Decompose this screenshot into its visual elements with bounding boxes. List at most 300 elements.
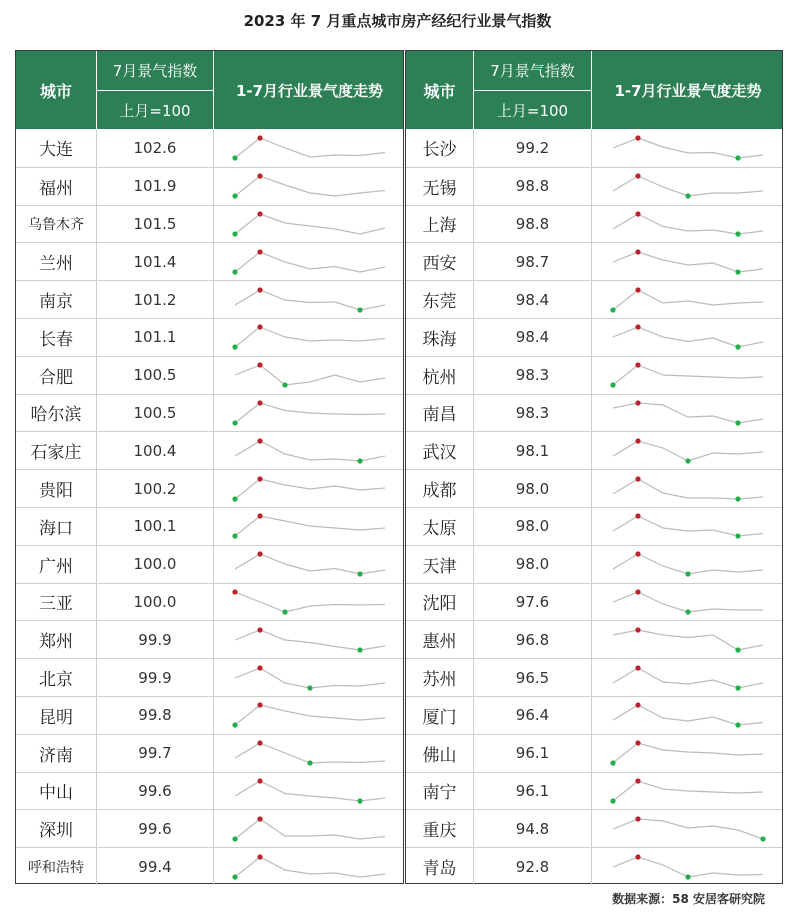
sparkline-svg	[225, 776, 395, 806]
header-trend: 1-7月行业景气度走势	[235, 81, 384, 100]
trend-sparkline	[592, 659, 784, 696]
table-row	[406, 809, 782, 847]
index-value: 98.3	[474, 357, 592, 394]
sparkline-max-point	[635, 627, 640, 632]
trend-sparkline	[592, 357, 784, 394]
sparkline-max-point	[257, 476, 262, 481]
sparkline-line	[235, 403, 385, 423]
sparkline-min-point	[232, 231, 237, 236]
sparkline-svg	[603, 209, 773, 239]
table-row	[406, 620, 782, 658]
sparkline-svg	[603, 587, 773, 617]
sparkline-min-point	[685, 609, 690, 614]
table-row	[16, 545, 403, 583]
city-name: 昆明	[16, 697, 97, 734]
trend-sparkline	[592, 848, 784, 885]
city-name: 中山	[16, 773, 97, 810]
sparkline-min-point	[610, 761, 615, 766]
index-value: 100.0	[97, 546, 214, 583]
trend-sparkline	[214, 621, 405, 658]
index-value: 99.6	[97, 773, 214, 810]
sparkline-min-point	[735, 420, 740, 425]
sparkline-line	[235, 554, 385, 574]
sparkline-svg	[603, 625, 773, 655]
sparkline-svg	[603, 474, 773, 504]
index-value: 97.6	[474, 584, 592, 621]
sparkline-svg	[225, 209, 395, 239]
sparkline-svg	[225, 360, 395, 390]
trend-sparkline	[214, 546, 405, 583]
sparkline-line	[235, 214, 385, 234]
trend-sparkline	[592, 470, 784, 507]
sparkline-min-point	[610, 383, 615, 388]
table-row	[406, 696, 782, 734]
table-row	[16, 658, 403, 696]
sparkline-min-point	[735, 534, 740, 539]
left-table-header	[16, 51, 403, 129]
sparkline-line	[235, 705, 385, 725]
table-row	[406, 545, 782, 583]
sparkline-svg	[225, 436, 395, 466]
left-table-rows	[16, 129, 403, 885]
city-name: 北京	[16, 659, 97, 696]
header-city: 城市	[16, 51, 97, 129]
sparkline-line	[613, 781, 763, 801]
sparkline-max-point	[635, 438, 640, 443]
table-row	[406, 242, 782, 280]
trend-sparkline	[592, 432, 784, 469]
trend-sparkline	[214, 432, 405, 469]
table-row	[406, 847, 782, 885]
city-name: 太原	[406, 508, 474, 545]
trend-sparkline	[592, 697, 784, 734]
city-name: 无锡	[406, 168, 474, 205]
trend-sparkline	[592, 395, 784, 432]
sparkline-max-point	[257, 778, 262, 783]
city-name: 长春	[16, 319, 97, 356]
trend-sparkline	[214, 470, 405, 507]
city-name: 沈阳	[406, 584, 474, 621]
index-value: 98.0	[474, 470, 592, 507]
sparkline-line	[235, 479, 385, 499]
trend-sparkline	[214, 129, 405, 167]
sparkline-svg	[225, 398, 395, 428]
data-source: 数据来源：58 安居客研究院	[612, 892, 765, 906]
sparkline-line	[235, 138, 385, 158]
table-row	[406, 583, 782, 621]
city-name: 合肥	[16, 357, 97, 394]
trend-sparkline	[214, 168, 405, 205]
city-name: 厦门	[406, 697, 474, 734]
sparkline-svg	[603, 776, 773, 806]
sparkline-line	[613, 516, 763, 536]
sparkline-svg	[603, 360, 773, 390]
sparkline-max-point	[635, 665, 640, 670]
sparkline-min-point	[760, 836, 765, 841]
index-value: 99.8	[97, 697, 214, 734]
sparkline-svg	[225, 474, 395, 504]
index-value: 98.1	[474, 432, 592, 469]
sparkline-max-point	[635, 589, 640, 594]
city-name: 上海	[406, 206, 474, 243]
sparkline-svg	[225, 171, 395, 201]
city-name: 福州	[16, 168, 97, 205]
sparkline-line	[235, 781, 385, 801]
sparkline-svg	[603, 549, 773, 579]
trend-sparkline	[214, 508, 405, 545]
sparkline-max-point	[257, 741, 262, 746]
sparkline-max-point	[257, 211, 262, 216]
sparkline-min-point	[735, 723, 740, 728]
sparkline-max-point	[257, 249, 262, 254]
sparkline-max-point	[635, 514, 640, 519]
index-value: 94.8	[474, 810, 592, 847]
trend-sparkline	[214, 319, 405, 356]
table-row	[16, 280, 403, 318]
index-value: 99.7	[97, 735, 214, 772]
index-value: 101.4	[97, 243, 214, 280]
header-index	[97, 51, 214, 129]
city-name: 海口	[16, 508, 97, 545]
sparkline-max-point	[635, 325, 640, 330]
index-value: 98.4	[474, 281, 592, 318]
sparkline-min-point	[357, 647, 362, 652]
header-index-base: 上月=100	[119, 101, 191, 120]
sparkline-min-point	[735, 269, 740, 274]
table-row	[16, 356, 403, 394]
header-index-base: 上月=100	[496, 101, 569, 120]
sparkline-max-point	[635, 552, 640, 557]
index-value: 100.5	[97, 395, 214, 432]
sparkline-max-point	[635, 211, 640, 216]
sparkline-svg	[603, 171, 773, 201]
sparkline-line	[613, 630, 763, 650]
city-name: 西安	[406, 243, 474, 280]
sparkline-max-point	[257, 135, 262, 140]
sparkline-svg	[603, 511, 773, 541]
sparkline-line	[613, 327, 763, 347]
sparkline-min-point	[232, 155, 237, 160]
index-value: 96.5	[474, 659, 592, 696]
index-value: 100.4	[97, 432, 214, 469]
table-row	[16, 242, 403, 280]
city-name: 南昌	[406, 395, 474, 432]
sparkline-line	[613, 857, 763, 877]
table-row	[16, 318, 403, 356]
sparkline-line	[613, 668, 763, 688]
sparkline-max-point	[635, 363, 640, 368]
sparkline-svg	[603, 814, 773, 844]
sparkline-max-point	[257, 816, 262, 821]
sparkline-min-point	[735, 496, 740, 501]
sparkline-svg	[603, 133, 773, 163]
sparkline-line	[235, 327, 385, 347]
sparkline-min-point	[232, 723, 237, 728]
city-name: 佛山	[406, 735, 474, 772]
city-name: 青岛	[406, 848, 474, 885]
trend-sparkline	[592, 735, 784, 772]
sparkline-max-point	[257, 627, 262, 632]
trend-sparkline	[214, 810, 405, 847]
sparkline-min-point	[232, 345, 237, 350]
index-value: 98.7	[474, 243, 592, 280]
sparkline-min-point	[357, 798, 362, 803]
sparkline-svg	[603, 663, 773, 693]
sparkline-min-point	[735, 685, 740, 690]
city-name: 大连	[16, 129, 97, 167]
sparkline-svg	[225, 587, 395, 617]
trend-sparkline	[214, 584, 405, 621]
sparkline-line	[613, 592, 763, 612]
page-title: 2023 年 7 月重点城市房产经纪行业景气指数	[243, 12, 552, 30]
city-name: 珠海	[406, 319, 474, 356]
sparkline-svg	[225, 133, 395, 163]
sparkline-line	[613, 252, 763, 272]
table-row	[406, 772, 782, 810]
sparkline-line	[613, 290, 763, 310]
sparkline-min-point	[685, 458, 690, 463]
table-row	[406, 469, 782, 507]
index-value: 99.2	[474, 129, 592, 167]
sparkline-svg	[603, 700, 773, 730]
index-value: 98.0	[474, 508, 592, 545]
index-value: 96.1	[474, 735, 592, 772]
city-name: 成都	[406, 470, 474, 507]
sparkline-max-point	[635, 174, 640, 179]
sparkline-max-point	[635, 287, 640, 292]
city-name: 济南	[16, 735, 97, 772]
sparkline-line	[235, 668, 385, 688]
sparkline-max-point	[232, 589, 237, 594]
table-row	[16, 696, 403, 734]
sparkline-min-point	[357, 572, 362, 577]
sparkline-min-point	[232, 874, 237, 879]
trend-sparkline	[214, 659, 405, 696]
sparkline-svg	[225, 663, 395, 693]
sparkline-min-point	[735, 155, 740, 160]
sparkline-svg	[603, 285, 773, 315]
city-name: 乌鲁木齐	[16, 206, 97, 243]
sparkline-min-point	[610, 307, 615, 312]
sparkline-min-point	[610, 798, 615, 803]
city-name: 重庆	[406, 810, 474, 847]
sparkline-line	[235, 592, 385, 612]
index-value: 102.6	[97, 129, 214, 167]
sparkline-max-point	[257, 552, 262, 557]
sparkline-svg	[603, 852, 773, 882]
table-row	[16, 734, 403, 772]
table-row	[406, 356, 782, 394]
table-row	[406, 507, 782, 545]
sparkline-svg	[225, 738, 395, 768]
index-value: 98.0	[474, 546, 592, 583]
city-name: 兰州	[16, 243, 97, 280]
sparkline-line	[235, 743, 385, 763]
sparkline-svg	[225, 700, 395, 730]
index-value: 100.5	[97, 357, 214, 394]
sparkline-min-point	[685, 572, 690, 577]
sparkline-max-point	[635, 400, 640, 405]
header-index	[474, 51, 592, 129]
table-row	[406, 318, 782, 356]
sparkline-svg	[225, 549, 395, 579]
sparkline-min-point	[357, 458, 362, 463]
sparkline-svg	[603, 436, 773, 466]
sparkline-max-point	[635, 703, 640, 708]
header-city: 城市	[406, 51, 474, 129]
table-row	[16, 772, 403, 810]
table-row	[16, 809, 403, 847]
table-row	[406, 658, 782, 696]
table-row	[406, 205, 782, 243]
sparkline-svg	[225, 511, 395, 541]
trend-sparkline	[214, 773, 405, 810]
sparkline-line	[613, 176, 763, 196]
index-value: 96.1	[474, 773, 592, 810]
trend-sparkline	[592, 129, 784, 167]
index-value: 92.8	[474, 848, 592, 885]
sparkline-min-point	[735, 231, 740, 236]
city-name: 贵阳	[16, 470, 97, 507]
city-name: 长沙	[406, 129, 474, 167]
sparkline-svg	[603, 247, 773, 277]
city-name: 武汉	[406, 432, 474, 469]
index-value: 96.8	[474, 621, 592, 658]
sparkline-max-point	[257, 363, 262, 368]
header-index-title: 7月景气指数	[97, 51, 213, 91]
sparkline-max-point	[257, 703, 262, 708]
trend-sparkline	[592, 281, 784, 318]
sparkline-line	[613, 743, 763, 763]
city-name: 广州	[16, 546, 97, 583]
sparkline-svg	[225, 852, 395, 882]
table-row	[16, 469, 403, 507]
sparkline-max-point	[257, 174, 262, 179]
sparkline-svg	[225, 814, 395, 844]
index-value: 98.4	[474, 319, 592, 356]
city-name: 深圳	[16, 810, 97, 847]
trend-sparkline	[592, 621, 784, 658]
trend-sparkline	[592, 206, 784, 243]
sparkline-line	[613, 819, 763, 839]
sparkline-min-point	[282, 609, 287, 614]
sparkline-svg	[603, 322, 773, 352]
index-value: 99.9	[97, 659, 214, 696]
trend-sparkline	[592, 508, 784, 545]
table-row	[16, 847, 403, 885]
trend-sparkline	[592, 168, 784, 205]
sparkline-min-point	[685, 874, 690, 879]
sparkline-svg	[603, 738, 773, 768]
city-name: 天津	[406, 546, 474, 583]
trend-sparkline	[214, 281, 405, 318]
index-value: 99.6	[97, 810, 214, 847]
table-row	[406, 129, 782, 167]
right-table	[405, 50, 783, 884]
sparkline-line	[613, 479, 763, 499]
sparkline-max-point	[257, 400, 262, 405]
sparkline-min-point	[357, 307, 362, 312]
sparkline-line	[613, 705, 763, 725]
sparkline-max-point	[257, 287, 262, 292]
city-name: 呼和浩特	[16, 848, 97, 885]
index-value: 100.0	[97, 584, 214, 621]
city-name: 惠州	[406, 621, 474, 658]
index-value: 101.5	[97, 206, 214, 243]
sparkline-line	[613, 214, 763, 234]
index-value: 99.9	[97, 621, 214, 658]
sparkline-min-point	[232, 194, 237, 199]
trend-sparkline	[214, 395, 405, 432]
sparkline-line	[613, 365, 763, 385]
city-name: 三亚	[16, 584, 97, 621]
table-row	[16, 394, 403, 432]
sparkline-line	[613, 441, 763, 461]
city-name: 东莞	[406, 281, 474, 318]
table-row	[406, 280, 782, 318]
left-table	[15, 50, 404, 884]
table-row	[16, 583, 403, 621]
sparkline-min-point	[307, 761, 312, 766]
index-value: 98.8	[474, 168, 592, 205]
index-value: 98.8	[474, 206, 592, 243]
trend-sparkline	[592, 243, 784, 280]
table-row	[16, 507, 403, 545]
sparkline-min-point	[232, 269, 237, 274]
sparkline-min-point	[232, 420, 237, 425]
table-row	[406, 394, 782, 432]
table-row	[406, 734, 782, 772]
sparkline-line	[613, 403, 763, 423]
table-row	[16, 431, 403, 469]
sparkline-line	[235, 252, 385, 272]
trend-sparkline	[214, 206, 405, 243]
trend-sparkline	[592, 546, 784, 583]
header-trend: 1-7月行业景气度走势	[614, 81, 762, 100]
table-row	[16, 129, 403, 167]
trend-sparkline	[592, 773, 784, 810]
sparkline-line	[235, 819, 385, 839]
sparkline-line	[613, 138, 763, 158]
table-row	[16, 205, 403, 243]
sparkline-max-point	[635, 476, 640, 481]
sparkline-line	[235, 441, 385, 461]
index-value: 101.9	[97, 168, 214, 205]
sparkline-max-point	[635, 135, 640, 140]
sparkline-max-point	[635, 854, 640, 859]
sparkline-min-point	[685, 194, 690, 199]
trend-sparkline	[214, 357, 405, 394]
sparkline-max-point	[635, 741, 640, 746]
sparkline-max-point	[257, 514, 262, 519]
index-value: 100.2	[97, 470, 214, 507]
sparkline-max-point	[635, 778, 640, 783]
city-name: 郑州	[16, 621, 97, 658]
trend-sparkline	[592, 584, 784, 621]
city-name: 南宁	[406, 773, 474, 810]
sparkline-line	[235, 516, 385, 536]
table-row	[16, 167, 403, 205]
index-value: 98.3	[474, 395, 592, 432]
sparkline-max-point	[257, 438, 262, 443]
index-value: 101.1	[97, 319, 214, 356]
sparkline-line	[235, 365, 385, 385]
trend-sparkline	[214, 735, 405, 772]
city-name: 苏州	[406, 659, 474, 696]
sparkline-max-point	[635, 816, 640, 821]
trend-sparkline	[214, 243, 405, 280]
sparkline-svg	[225, 322, 395, 352]
